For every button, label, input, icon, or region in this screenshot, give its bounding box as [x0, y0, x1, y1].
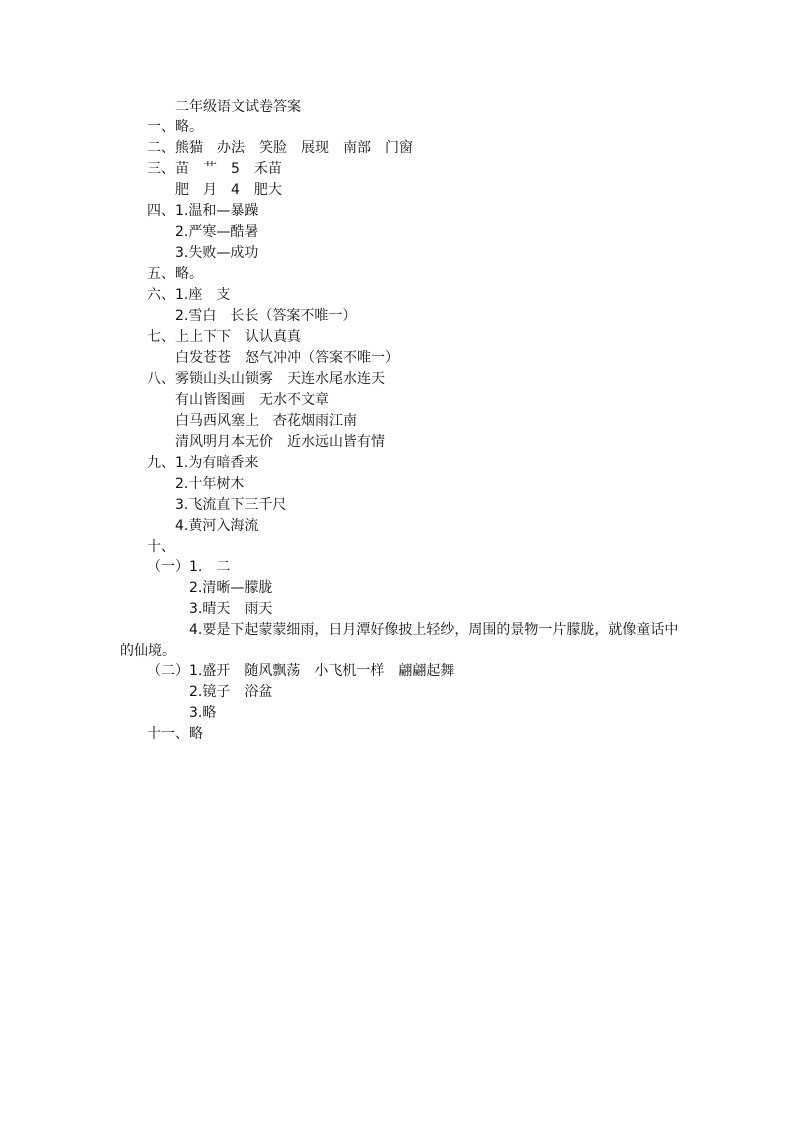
answer-line-8-2: 有山皆图画 无水不文章 [175, 392, 329, 408]
answer-line-4-3: 3.失败—成功 [175, 245, 259, 261]
answer-line-10-1-4: 4.要是下起蒙蒙细雨，日月潭好像披上轻纱，周围的景物一片朦胧，就像童话中 [189, 622, 679, 638]
answer-line-10-2: （二）1.盛开 随风飘荡 小飞机一样 翩翩起舞 [147, 663, 455, 679]
answer-line-9-2: 2.十年树木 [175, 476, 245, 492]
answer-line-8-3: 白马西风塞上 杏花烟雨江南 [175, 413, 357, 429]
answer-line-3: 三、苗 艹 5 禾苗 [147, 161, 282, 177]
answer-line-7: 七、上上下下 认认真真 [147, 329, 301, 345]
answer-line-10-1-4-cont: 的仙境。 [120, 643, 176, 659]
answer-line-9: 九、1.为有暗香来 [147, 455, 259, 471]
answer-line-10-1-2: 2.清晰—朦胧 [189, 580, 273, 596]
answer-line-10-2-3: 3.略 [189, 705, 217, 721]
answer-line-9-3: 3.飞流直下三千尺 [175, 497, 287, 513]
answer-line-2: 二、熊猫 办法 笑脸 展现 南部 门窗 [147, 140, 413, 156]
document-title: 二年级语文试卷答案 [175, 99, 301, 115]
answer-line-7-cont: 白发苍苍 怒气冲冲（答案不唯一） [175, 350, 399, 366]
answer-line-8: 八、雾锁山头山锁雾 天连水尾水连天 [147, 371, 385, 387]
answer-line-9-4: 4.黄河入海流 [175, 518, 259, 534]
answer-line-8-4: 清风明月本无价 近水远山皆有情 [175, 434, 385, 450]
answer-line-10: 十、 [147, 539, 175, 555]
answer-line-11: 十一、略 [147, 726, 203, 742]
answer-line-1: 一、略。 [147, 119, 203, 135]
answer-line-4-2: 2.严寒—酷暑 [175, 224, 259, 240]
answer-line-10-1-3: 3.晴天 雨天 [189, 601, 273, 617]
answer-line-4: 四、1.温和—暴躁 [147, 203, 259, 219]
answer-line-10-1: （一）1. 二 [147, 559, 231, 575]
answer-line-6: 六、1.座 支 [147, 287, 231, 303]
answer-line-10-2-2: 2.镜子 浴盆 [189, 684, 273, 700]
answer-line-3-cont: 肥 月 4 肥大 [175, 182, 282, 198]
answer-line-6-2: 2.雪白 长长（答案不唯一） [175, 308, 357, 324]
answer-line-5: 五、略。 [147, 266, 203, 282]
